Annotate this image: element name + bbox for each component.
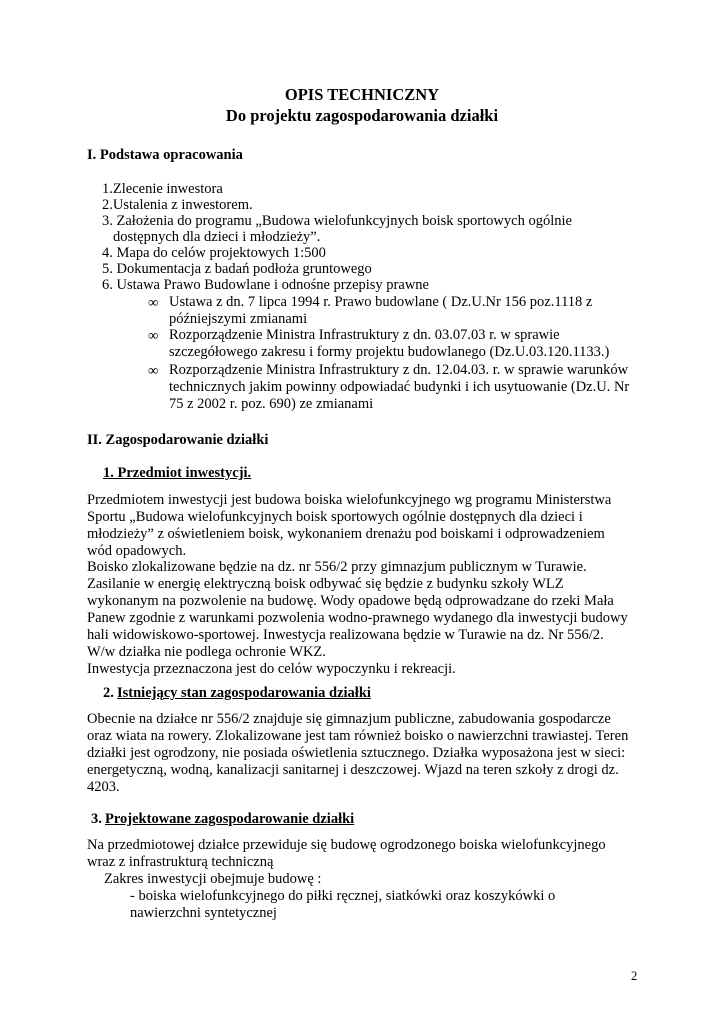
page-number: 2	[631, 969, 638, 983]
paragraph-line: Inwestycja przeznaczona jest do celów wypoczynku i rekreacji.	[87, 661, 456, 677]
list-item: 1.Zlecenie inwestora	[102, 181, 223, 197]
list-item: Rozporządzenie Ministra Infrastruktury z dn. 03.07.03 r. w sprawie	[169, 327, 560, 343]
paragraph-line: W/w działka nie podlega ochronie WKZ.	[87, 644, 326, 660]
list-item: 6. Ustawa Prawo Budowlane i odnośne przepisy prawne	[102, 277, 429, 293]
scope-label: Zakres inwestycji obejmuje budowę :	[104, 871, 322, 887]
subsection-number: 2.	[103, 685, 114, 701]
paragraph-line: Na przedmiotowej działce przewiduje się budowę ogrodzonego boiska wielofunkcyjnego	[87, 837, 606, 853]
list-item: szczegółowego zakresu i formy projektu budowlanego (Dz.U.03.120.1133.)	[169, 344, 610, 360]
bullet-infinity-icon: ∞	[148, 328, 159, 344]
bullet-infinity-icon: ∞	[148, 295, 159, 311]
list-item: 3. Założenia do programu „Budowa wielofunkcyjnych boisk sportowych ogólnie	[102, 213, 572, 229]
list-item: Ustawa z dn. 7 lipca 1994 r. Prawo budowlane ( Dz.U.Nr 156 poz.1118 z	[169, 294, 593, 310]
page-subtitle: Do projektu zagospodarowania działki	[225, 106, 499, 125]
paragraph-line: 4203.	[87, 779, 120, 795]
paragraph-line: Sportu „Budowa wielofunkcyjnych boisk sportowych ogólnie dostępnych dla dzieci i	[87, 509, 583, 525]
section-heading-basis: I. Podstawa opracowania	[87, 147, 243, 163]
paragraph-line: Obecnie na działce nr 556/2 znajduje się gimnazjum publiczne, zabudowania gospodarcze	[87, 711, 611, 727]
section-heading-development: II. Zagospodarowanie działki	[87, 432, 269, 448]
list-item: 5. Dokumentacja z badań podłoża gruntowego	[102, 261, 372, 277]
paragraph-line: hali widowiskowo-sportowej. Inwestycja realizowana będzie w Turawie na dz. Nr 556/2.	[87, 627, 604, 643]
paragraph-line: Zasilanie w energię elektryczną boisk odbywać się będzie z budynku szkoły WLZ	[87, 576, 564, 592]
subsection-heading-subject: 1. Przedmiot inwestycji.	[103, 465, 252, 481]
paragraph-line: Panew zgodnie z warunkami pozwolenia wodno-prawnego wydanego dla inwestycji budowy	[87, 610, 628, 626]
list-item: Rozporządzenie Ministra Infrastruktury z dn. 12.04.03. r. w sprawie warunków	[169, 362, 629, 378]
page-title: OPIS TECHNICZNY	[284, 85, 440, 104]
paragraph-line: oraz wiata na rowery. Zlokalizowane jest tam również boisko o nawierzchni trawiastej. Teren	[87, 728, 629, 744]
paragraph-line: energetyczną, wodną, kanalizacji sanitarnej i deszczowej. Wjazd na teren szkoły z drogi dz.	[87, 762, 619, 778]
list-item: dostępnych dla dzieci i młodzieży”.	[113, 229, 321, 245]
paragraph-line: wykonanym na pozwolenie na budowę. Wody opadowe będą odprowadzane do rzeki Mała	[87, 593, 614, 609]
paragraph-line: wraz z infrastrukturą techniczną	[87, 854, 274, 870]
list-item: 4. Mapa do celów projektowych 1:500	[102, 245, 326, 261]
paragraph-line: działki jest ogrodzony, nie posiada oświetlenia sztucznego. Działka wyposażona jest w sieci:	[87, 745, 626, 761]
list-item: 2.Ustalenia z inwestorem.	[102, 197, 253, 213]
paragraph-line: młodzieży” z oświetleniem boisk, wykonaniem drenażu pod boiskami i odprowadzeniem	[87, 526, 605, 542]
subsection-heading-existing-state: Istniejący stan zagospodarowania działki	[117, 685, 371, 701]
list-item: późniejszymi zmianami	[169, 311, 308, 327]
list-item: - boiska wielofunkcyjnego do piłki ręcznej, siatkówki oraz koszykówki o	[130, 888, 556, 904]
list-item: nawierzchni syntetycznej	[130, 905, 277, 921]
subsection-number: 3.	[91, 811, 102, 827]
paragraph-line: Przedmiotem inwestycji jest budowa boiska wielofunkcyjnego wg programu Ministerstwa	[87, 492, 612, 508]
paragraph-line: Boisko zlokalizowane będzie na dz. nr 556/2 przy gimnazjum publicznym w Turawie.	[87, 559, 587, 575]
list-item: technicznych jakim powinny odpowiadać budynki i ich usytuowanie (Dz.U. Nr	[169, 379, 630, 395]
subsection-heading-planned: Projektowane zagospodarowanie działki	[105, 811, 355, 827]
bullet-infinity-icon: ∞	[148, 363, 159, 379]
paragraph-line: wód opadowych.	[87, 543, 187, 559]
list-item: 75 z 2002 r. poz. 690) ze zmianami	[169, 396, 374, 412]
